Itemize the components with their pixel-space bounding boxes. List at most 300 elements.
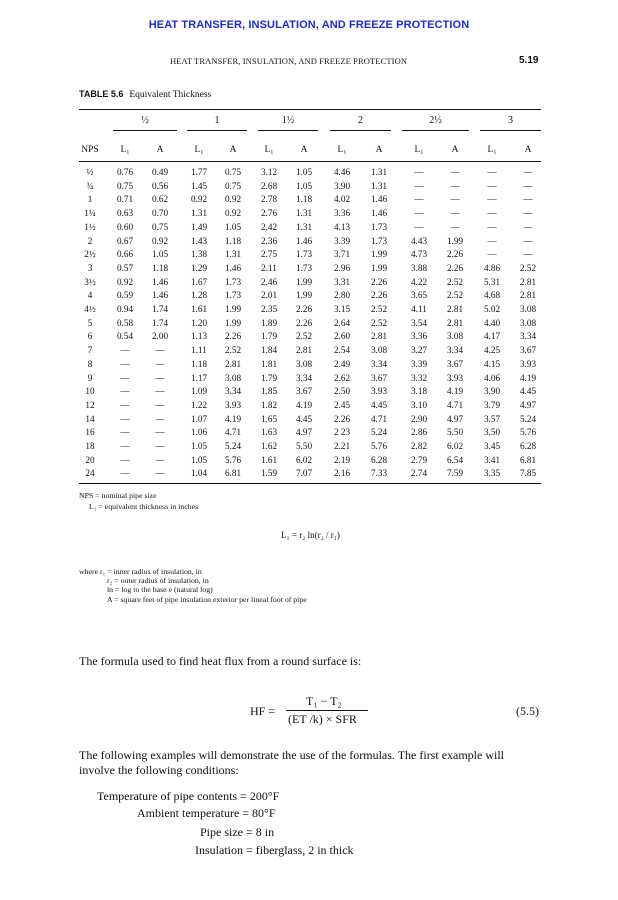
equation-number: (5.5) xyxy=(516,704,539,718)
table-cell: — xyxy=(523,208,533,219)
table-cell: 1.05 xyxy=(295,167,313,177)
page-number: 5.19 xyxy=(519,55,539,66)
table-cell: 3.67 xyxy=(519,345,537,356)
table-cell: — xyxy=(523,167,533,177)
table-cell: — xyxy=(120,372,130,383)
column-header: L₁ xyxy=(337,145,347,155)
table-cell: 3.08 xyxy=(295,358,313,369)
table-cell: 6.02 xyxy=(446,441,464,451)
table-row-nps: ½ xyxy=(86,167,94,177)
table-cell: 4.71 xyxy=(224,427,242,438)
table-cell: — xyxy=(155,358,165,369)
table-cell: 1.05 xyxy=(224,221,242,232)
table-cell: 4.73 xyxy=(410,249,428,260)
table-cell: 2.62 xyxy=(333,372,351,383)
table-cell: 2.79 xyxy=(410,454,428,465)
table-cell: — xyxy=(414,194,424,205)
table-cell: 2.35 xyxy=(260,304,278,314)
table-cell: 0.76 xyxy=(116,167,134,177)
table-cell: — xyxy=(120,413,130,424)
table-cell: 3.93 xyxy=(370,386,388,397)
table-cell: 3.10 xyxy=(410,399,428,410)
table-row-nps: 18 xyxy=(85,441,95,451)
table-cell: — xyxy=(120,441,130,451)
table-cell: 4.02 xyxy=(333,194,351,205)
table-cell: 3.35 xyxy=(483,468,501,479)
table-cell: 1.07 xyxy=(190,413,208,424)
table-row-nps: 1 xyxy=(87,194,93,205)
table-cell: 3.71 xyxy=(333,249,351,260)
table-cell: 3.15 xyxy=(333,304,351,314)
condition-ambient: Ambient temperature = 80°F xyxy=(137,806,276,820)
table-cell: 0.92 xyxy=(224,194,242,205)
table-cell: 2.81 xyxy=(295,345,313,356)
table-cell: 1.20 xyxy=(190,317,208,328)
table-row-nps: 6 xyxy=(87,331,93,342)
table-row-nps: 4½ xyxy=(84,304,96,314)
table-note-l1: L₁ = equivalent thickness in inches xyxy=(89,502,199,511)
table-cell: 2.36 xyxy=(260,235,278,246)
table-cell: — xyxy=(120,399,130,410)
table-cell: 5.24 xyxy=(519,413,537,424)
thickness-group-rule xyxy=(402,130,469,131)
table-cell: 0.56 xyxy=(151,180,169,191)
table-cell: 1.46 xyxy=(151,290,169,301)
table-cell: 4.06 xyxy=(483,372,501,383)
table-cell: 1.49 xyxy=(190,221,208,232)
table-cell: 1.38 xyxy=(190,249,208,260)
table-cell: — xyxy=(155,468,165,479)
table-cell: — xyxy=(487,180,497,191)
table-cell: — xyxy=(487,194,497,205)
table-cell: — xyxy=(450,194,460,205)
table-cell: 4.17 xyxy=(483,331,501,342)
table-cell: — xyxy=(155,345,165,356)
table-cell: 2.26 xyxy=(370,276,388,287)
equation-denominator: (ET /k) × SFR xyxy=(288,712,357,726)
table-cell: 2.64 xyxy=(333,317,351,328)
table-cell: 2.01 xyxy=(260,290,278,301)
equation-numerator: T₁ − T₂ xyxy=(306,694,342,708)
thickness-group-rule xyxy=(113,130,177,131)
table-cell: — xyxy=(414,180,424,191)
table-cell: — xyxy=(414,167,424,177)
table-cell: — xyxy=(487,167,497,177)
table-cell: 4.19 xyxy=(295,399,313,410)
table-cell: 5.02 xyxy=(483,304,501,314)
table-cell: 1.74 xyxy=(151,317,169,328)
table-cell: 2.50 xyxy=(333,386,351,397)
table-row-nps: 8 xyxy=(87,358,93,369)
table-cell: 1.99 xyxy=(224,317,242,328)
table-cell: 2.49 xyxy=(333,358,351,369)
table-cell: 3.93 xyxy=(446,372,464,383)
table-top-rule xyxy=(79,109,541,110)
table-cell: 5.31 xyxy=(483,276,501,287)
table-caption xyxy=(79,89,211,100)
table-cell: 2.76 xyxy=(260,208,278,219)
table-cell: 2.46 xyxy=(260,276,278,287)
table-cell: 4.71 xyxy=(446,399,464,410)
table-cell: — xyxy=(120,427,130,438)
table-cell: 4.45 xyxy=(519,386,537,397)
table-cell: 2.16 xyxy=(333,468,351,479)
column-header: L₁ xyxy=(414,145,424,155)
table-cell: 1.99 xyxy=(224,304,242,314)
table-cell: 2.52 xyxy=(370,304,388,314)
table-cell: — xyxy=(450,221,460,232)
table-cell: — xyxy=(487,235,497,246)
table-cell: 2.00 xyxy=(151,331,169,342)
table-cell: 0.92 xyxy=(190,194,208,205)
table-cell: — xyxy=(414,221,424,232)
table-cell: 6.28 xyxy=(370,454,388,465)
table-cell: — xyxy=(450,208,460,219)
equation-lhs: HF = xyxy=(250,704,276,718)
table-cell: — xyxy=(487,221,497,232)
table-row-nps: 12 xyxy=(85,399,95,410)
running-head-title: HEAT TRANSFER, INSULATION, AND FREEZE PROTECTION xyxy=(170,56,408,66)
column-header: A xyxy=(300,145,308,155)
condition-insulation: Insulation = fiberglass, 2 in thick xyxy=(195,843,354,857)
table-cell: 6.81 xyxy=(224,468,242,479)
table-cell: 1.99 xyxy=(295,290,313,301)
table-cell: 3.08 xyxy=(519,304,537,314)
table-cell: 1.18 xyxy=(224,235,242,246)
table-cell: 1.99 xyxy=(370,249,388,260)
table-cell: 3.67 xyxy=(370,372,388,383)
table-cell: 1.31 xyxy=(370,180,388,191)
table-row-nps: 20 xyxy=(85,454,95,465)
table-cell: 2.19 xyxy=(333,454,351,465)
table-cell: 0.75 xyxy=(224,167,242,177)
table-cell: 2.80 xyxy=(333,290,351,301)
thickness-group-rule xyxy=(330,130,391,131)
table-cell: 1.73 xyxy=(370,221,388,232)
table-cell: 0.58 xyxy=(116,317,134,328)
table-cell: 2.52 xyxy=(446,290,464,301)
table-cell: — xyxy=(120,454,130,465)
table-cell: — xyxy=(120,345,130,356)
table-row-nps: 3 xyxy=(87,262,93,273)
table-cell: — xyxy=(523,194,533,205)
table-cell: 6.81 xyxy=(519,454,537,465)
table-cell: 2.78 xyxy=(260,194,278,205)
column-header: L₁ xyxy=(194,145,204,155)
table-cell: 1.18 xyxy=(295,194,313,205)
table-cell: 1.06 xyxy=(190,427,208,438)
table-cell: 2.86 xyxy=(410,427,428,438)
table-cell: 0.71 xyxy=(116,194,134,205)
table-cell: 2.52 xyxy=(295,331,313,342)
thickness-group-header: 2 xyxy=(358,115,363,126)
table-cell: 5.76 xyxy=(224,454,242,465)
table-cell: 4.46 xyxy=(333,167,351,177)
table-cell: 1.82 xyxy=(260,399,278,410)
table-cell: 3.65 xyxy=(410,290,428,301)
table-cell: 1.79 xyxy=(260,331,278,342)
table-cell: 3.12 xyxy=(260,167,278,177)
column-header: L₁ xyxy=(264,145,274,155)
table-cell: — xyxy=(450,180,460,191)
table-cell: — xyxy=(450,167,460,177)
table-cell: 1.61 xyxy=(190,304,208,314)
table-cell: 1.79 xyxy=(260,372,278,383)
table-cell: 4.45 xyxy=(370,399,388,410)
column-header: A xyxy=(229,145,237,155)
table-cell: 2.52 xyxy=(370,317,388,328)
table-cell: 1.65 xyxy=(260,413,278,424)
table-cell: 3.57 xyxy=(483,413,501,424)
table-cell: 1.05 xyxy=(190,454,208,465)
table-cell: — xyxy=(120,468,130,479)
table-cell: 2.81 xyxy=(446,317,464,328)
table-cell: 0.92 xyxy=(151,235,169,246)
table-cell: 2.26 xyxy=(295,304,313,314)
table-cell: 4.25 xyxy=(483,345,501,356)
definition-a: A = square feet of pipe insulation exterior per lineal foot of pipe xyxy=(107,594,307,604)
table-cell: 2.81 xyxy=(519,276,537,287)
table-cell: 2.81 xyxy=(446,304,464,314)
table-cell: 1.99 xyxy=(446,235,464,246)
table-cell: 3.27 xyxy=(410,345,428,356)
table-cell: 0.59 xyxy=(116,290,134,301)
table-cell: 7.59 xyxy=(446,468,464,479)
table-cell: 3.45 xyxy=(483,441,501,451)
thickness-group-rule xyxy=(480,130,541,131)
table-cell: 0.75 xyxy=(151,221,169,232)
table-cell: 2.26 xyxy=(295,317,313,328)
table-header-rule xyxy=(79,161,541,162)
table-cell: 1.31 xyxy=(190,208,208,219)
thickness-group-header: 3 xyxy=(508,115,513,126)
table-cell: 2.52 xyxy=(446,276,464,287)
table-cell: 4.97 xyxy=(519,399,537,410)
table-row-nps: 1½ xyxy=(84,221,96,232)
table-cell: 2 23 xyxy=(333,427,351,438)
table-cell: 2.81 xyxy=(224,358,242,369)
table-cell: 3.90 xyxy=(483,386,501,397)
table-cell: 2.26 xyxy=(370,290,388,301)
table-cell: 1.46 xyxy=(151,276,169,287)
table-cell: 2.52 xyxy=(224,345,242,356)
table-cell: 1.99 xyxy=(295,276,313,287)
table-cell: 0.94 xyxy=(116,304,134,314)
table-row-nps: 2½ xyxy=(84,249,96,260)
table-cell: 2.60 xyxy=(333,331,351,342)
table-cell: 0.75 xyxy=(116,180,134,191)
table-cell: 2.26 xyxy=(446,249,464,260)
table-cell: — xyxy=(155,454,165,465)
table-cell: 3.67 xyxy=(446,358,464,369)
table-note-nps: NPS = nominal pipe size xyxy=(79,491,157,500)
table-cell: 2.42 xyxy=(260,221,278,232)
table-cell: 2.82 xyxy=(410,441,428,451)
thickness-group-rule xyxy=(187,130,247,131)
table-cell: 1.31 xyxy=(370,167,388,177)
table-cell: 0.75 xyxy=(224,180,242,191)
table-cell: 2.45 xyxy=(333,399,351,410)
table-cell: 0.62 xyxy=(151,194,169,205)
thickness-group-rule xyxy=(258,130,318,131)
table-cell: 3.32 xyxy=(410,372,428,383)
table-row-nps: 24 xyxy=(85,468,95,479)
table-cell: 1.04 xyxy=(190,468,208,479)
table-title: Equivalent Thickness xyxy=(129,90,212,100)
table-cell: 3.54 xyxy=(410,317,428,328)
table-cell: 1.73 xyxy=(370,235,388,246)
table-cell: 1.46 xyxy=(295,235,313,246)
table-cell: 2.54 xyxy=(333,345,351,356)
table-cell: 2.75 xyxy=(260,249,278,260)
table-cell: — xyxy=(155,386,165,397)
thickness-group-header: 1 xyxy=(214,115,220,126)
table-cell: 1.05 xyxy=(151,249,169,260)
table-cell: 1.73 xyxy=(224,290,242,301)
table-cell: 4.19 xyxy=(519,372,537,383)
table-row-nps: 10 xyxy=(85,386,95,397)
table-cell: 6.02 xyxy=(295,454,313,465)
intro-paragraph: The formula used to find heat flux from a round surface is: xyxy=(79,654,362,668)
definition-r2: r₂ = outer radius of insulation, in xyxy=(107,576,209,586)
column-header: A xyxy=(375,145,383,155)
table-cell: 2.26 xyxy=(446,262,464,273)
condition-pipe-size: Pipe size = 8 in xyxy=(200,825,275,839)
table-row-nps: ¾ xyxy=(86,180,94,191)
equivalent-thickness-formula: L₁ = r₂ ln(r₂ / r₁) xyxy=(281,530,340,540)
table-cell: 4.97 xyxy=(295,427,313,438)
table-cell: 2.52 xyxy=(519,262,537,273)
table-row-nps: 4 xyxy=(87,290,93,301)
table-cell: 3.08 xyxy=(446,331,464,342)
table-cell: 4.19 xyxy=(224,413,242,424)
table-cell: 1.63 xyxy=(260,427,278,438)
table-cell: 1.99 xyxy=(370,262,388,273)
table-cell: 4.86 xyxy=(483,262,501,273)
table-label: TABLE 5.6 xyxy=(79,89,124,99)
table-cell: 3.08 xyxy=(370,345,388,356)
table-cell: 1.09 xyxy=(190,386,208,397)
table-cell: 3.39 xyxy=(410,358,428,369)
table-cell: 3.88 xyxy=(410,262,428,273)
table-cell: 1.73 xyxy=(224,276,242,287)
table-cell: 1.11 xyxy=(191,345,207,356)
table-cell: 1.28 xyxy=(190,290,208,301)
table-cell: — xyxy=(155,427,165,438)
table-row-nps: 2 xyxy=(87,235,93,246)
table-cell: 4.15 xyxy=(483,358,501,369)
table-cell: 2.74 xyxy=(410,468,428,479)
table-cell: 1.13 xyxy=(190,331,208,342)
table-cell: 3.90 xyxy=(333,180,351,191)
table-cell: — xyxy=(155,441,165,451)
table-cell: 3.36 xyxy=(333,208,351,219)
table-cell: 1.59 xyxy=(260,468,278,479)
table-cell: 4.13 xyxy=(333,221,351,232)
table-cell: 4.97 xyxy=(446,413,464,424)
table-row-nps: 1¼ xyxy=(84,208,96,219)
table-cell: 3.36 xyxy=(410,331,428,342)
table-cell: 1.84 xyxy=(260,345,278,356)
table-cell: 4.40 xyxy=(483,317,501,328)
table-cell: 1.62 xyxy=(260,441,278,451)
table-cell: 5.76 xyxy=(519,427,537,438)
table-cell: 3.34 xyxy=(519,331,537,342)
table-cell: 1.73 xyxy=(295,262,313,273)
table-cell: — xyxy=(487,208,497,219)
table-cell: — xyxy=(120,358,130,369)
table-cell: 4.11 xyxy=(411,304,427,314)
table-cell: 1.18 xyxy=(190,358,208,369)
table-cell: — xyxy=(523,180,533,191)
table-cell: 1.05 xyxy=(190,441,208,451)
thickness-group-header: 1½ xyxy=(281,115,295,126)
table-cell: 6.28 xyxy=(519,441,537,451)
table-cell: 0.66 xyxy=(116,249,134,260)
table-cell: 0.70 xyxy=(151,208,169,219)
table-cell: 2.21 xyxy=(333,441,351,451)
table-cell: — xyxy=(120,386,130,397)
table-cell: 1.17 xyxy=(190,372,208,383)
table-cell: 1.29 xyxy=(190,262,208,273)
table-cell: 5.76 xyxy=(370,441,388,451)
table-cell: 2.68 xyxy=(260,180,278,191)
table-cell: 3.34 xyxy=(370,358,388,369)
definition-r1: where r₁ = inner radius of insulation, in xyxy=(79,567,202,576)
table-cell: 3.93 xyxy=(224,399,242,410)
table-cell: 7.85 xyxy=(519,468,537,479)
column-header: A xyxy=(451,145,459,155)
table-cell: 3.39 xyxy=(333,235,351,246)
table-cell: 2.96 xyxy=(333,262,351,273)
table-cell: 2.26 xyxy=(224,331,242,342)
table-cell: 1.22 xyxy=(190,399,208,410)
table-cell: 2.26 xyxy=(333,413,351,424)
table-cell: 1.31 xyxy=(224,249,242,260)
document-header: HEAT TRANSFER, INSULATION, AND FREEZE PROTECTION xyxy=(148,19,470,31)
table-cell: — xyxy=(523,221,533,232)
table-cell: 0.92 xyxy=(224,208,242,219)
table-cell: 7.33 xyxy=(370,468,388,479)
table-cell: 5.50 xyxy=(295,441,313,451)
table-cell: 0.67 xyxy=(116,235,134,246)
table-cell: 2.11 xyxy=(261,262,277,273)
table-cell: — xyxy=(414,208,424,219)
table-cell: 1.74 xyxy=(151,304,169,314)
table-cell: — xyxy=(487,249,497,260)
table-cell: — xyxy=(155,413,165,424)
column-header: A xyxy=(524,145,532,155)
table-cell: 4.22 xyxy=(410,276,428,287)
table-cell: 1.45 xyxy=(190,180,208,191)
table-cell: 2.90 xyxy=(410,413,428,424)
table-cell: 3.79 xyxy=(483,399,501,410)
table-cell: 1.81 xyxy=(260,358,278,369)
table-cell: 6.54 xyxy=(446,454,464,465)
table-cell: 4.43 xyxy=(410,235,428,246)
table-cell: 1.43 xyxy=(190,235,208,246)
table-cell: 1.31 xyxy=(295,208,313,219)
equation-fraction-bar xyxy=(286,710,368,711)
table-cell: — xyxy=(523,249,533,260)
table-cell: 2.81 xyxy=(370,331,388,342)
table-row-nps: 14 xyxy=(85,413,95,424)
table-cell: 3.31 xyxy=(333,276,351,287)
table-cell: 7.07 xyxy=(295,468,313,479)
table-row-nps: 7 xyxy=(87,345,93,356)
table-cell: 1.46 xyxy=(224,262,242,273)
table-cell: 3.34 xyxy=(224,386,242,397)
